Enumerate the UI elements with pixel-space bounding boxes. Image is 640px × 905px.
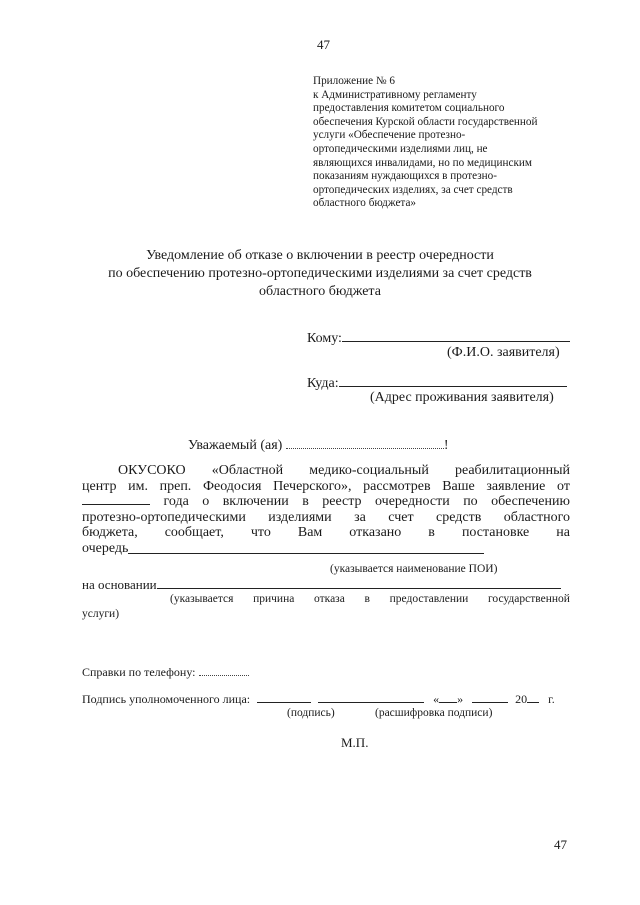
appendix-line: предоставления комитетом социального [313,102,505,115]
appendix-line: ортопедическими изделиями лиц, не [313,142,488,155]
recipient-label: Кому: [307,331,342,346]
greeting-text: Уважаемый (ая) [188,438,283,453]
month-blank[interactable] [472,692,508,703]
year-suffix: г. [548,692,555,706]
signature-blank[interactable] [257,692,311,703]
recipient-blank[interactable] [342,329,570,342]
phone-field [82,665,249,680]
address-caption: (Адрес проживания заявителя) [370,390,554,405]
quote-open: « [433,692,440,706]
year-prefix: 20 [515,692,528,706]
phone-blank[interactable] [199,665,249,676]
sign-caption: (подпись) [287,707,335,719]
appendix-block [313,75,578,211]
signature-label: Подпись уполномоченного лица: [82,692,251,706]
reason-caption-end: услуги) [82,608,120,620]
appendix-line: Приложение № 6 [313,75,395,87]
signature-field [82,692,555,707]
appendix-line: являющихся инвалидами, но по медицинским [313,156,532,169]
title-line: областного бюджета [259,284,381,299]
page-number-top: 47 [317,37,330,52]
appendix-line: к Административному регламенту [313,88,477,101]
year-blank[interactable] [527,692,539,703]
recipient-caption: (Ф.И.О. заявителя) [447,345,560,360]
appendix-line: обеспечения Курской области государственной [313,115,538,128]
title-line: по обеспечению протезно-ортопедическими изделиями за счет средств [108,266,532,281]
date-blank[interactable] [82,494,150,505]
appendix-line: показаниям нуждающихся в протезно- [313,170,497,183]
reason-caption: (указывается причина отказа в предоставлении государственной [170,593,570,605]
body-line: центр им. преп. Феодосия Печерского», рассмотрев Ваше заявление от [82,478,570,494]
body-line: протезно-ортопедическими изделиями за счет средств областного [82,509,570,525]
quote-close: » [457,692,464,706]
poi-caption: (указывается наименование ПОИ) [330,563,498,575]
basis-blank[interactable] [157,576,561,589]
greeting-end: ! [443,438,449,453]
basis-label: на основании [82,577,157,592]
stamp-mark: М.П. [341,735,369,750]
greeting [188,436,448,454]
address-label: Куда: [307,376,339,391]
greeting-name-blank[interactable] [286,436,444,449]
poi-blank[interactable] [128,541,484,554]
queue-label: очередь [82,540,129,556]
phone-label: Справки по телефону: [82,665,196,679]
body-line [82,541,570,557]
title-line: Уведомление об отказе о включении в реестр очередности [146,248,494,263]
decode-caption: (расшифровка подписи) [375,707,493,719]
appendix-line: областного бюджета» [313,197,416,210]
appendix-line: услуги «Обеспечение протезно- [313,129,466,142]
appendix-line: ортопедических изделиях, за счет средств [313,183,513,196]
signature-decode-blank[interactable] [318,692,424,703]
body-line: ОКУСОКО «Областной медико-социальный реабилитационный [118,463,570,478]
address-blank[interactable] [339,374,567,387]
day-blank[interactable] [439,692,457,703]
notice-body [82,463,570,556]
page-number-bottom: 47 [554,837,567,852]
body-line: года о включении в реестр очередности по обеспечению [82,494,570,510]
basis-field [82,576,561,593]
document-title [60,247,580,301]
body-line: бюджета, сообщает, что Вам отказано в постановке на [82,525,570,540]
